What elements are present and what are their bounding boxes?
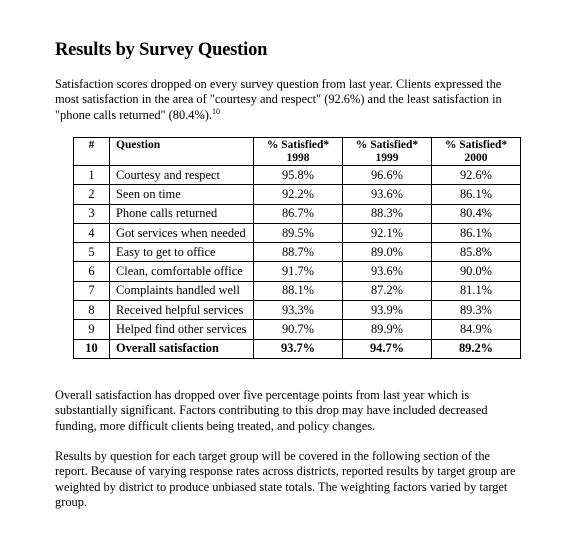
- header-1999-label: % Satisfied*: [355, 139, 419, 151]
- row-question: Seen on time: [110, 185, 254, 204]
- row-1999: 92.1%: [343, 223, 432, 242]
- intro-paragraph: [55, 77, 525, 123]
- row-1999: 89.9%: [343, 320, 432, 339]
- header-question: Question: [110, 138, 254, 166]
- row-2000: 89.3%: [432, 301, 521, 320]
- section-title: Results by Survey Question: [55, 40, 268, 60]
- table-row: [74, 166, 521, 185]
- row-1999: 87.2%: [343, 281, 432, 300]
- row-2000: 92.6%: [432, 166, 521, 185]
- row-2000: 85.8%: [432, 243, 521, 262]
- row-question: Overall satisfaction: [110, 339, 254, 358]
- row-1998: 93.3%: [254, 301, 343, 320]
- row-question: Easy to get to office: [110, 243, 254, 262]
- intro-text: Satisfaction scores dropped on every survey question from last year. Clients expressed the most satisfaction in the area of "courtesy and respect" (92.6%) and the least satisfaction in "phone calls returned" (80.4%).: [55, 77, 502, 122]
- row-num: 1: [74, 166, 110, 185]
- row-1998: 88.1%: [254, 281, 343, 300]
- row-question: Helped find other services: [110, 320, 254, 339]
- row-1998: 89.5%: [254, 223, 343, 242]
- table-row: [74, 281, 521, 300]
- row-2000: 90.0%: [432, 262, 521, 281]
- table-row: [74, 185, 521, 204]
- row-1999: 93.9%: [343, 301, 432, 320]
- row-2000: 86.1%: [432, 223, 521, 242]
- row-question: Received helpful services: [110, 301, 254, 320]
- header-2000-label: % Satisfied*: [444, 139, 508, 151]
- row-1998: 86.7%: [254, 204, 343, 223]
- row-2000: 86.1%: [432, 185, 521, 204]
- header-1998-year: 1998: [286, 151, 310, 164]
- row-1999: 88.3%: [343, 204, 432, 223]
- row-num: 2: [74, 185, 110, 204]
- row-1998: 91.7%: [254, 262, 343, 281]
- row-num: 5: [74, 243, 110, 262]
- table-row: [74, 243, 521, 262]
- header-1999: [343, 138, 432, 166]
- row-1998: 88.7%: [254, 243, 343, 262]
- table-row-total: [74, 339, 521, 358]
- row-1998: 95.8%: [254, 166, 343, 185]
- row-2000: 80.4%: [432, 204, 521, 223]
- table-row: [74, 223, 521, 242]
- header-1998: [254, 138, 343, 166]
- row-1999: 96.6%: [343, 166, 432, 185]
- header-1998-label: % Satisfied*: [266, 139, 330, 151]
- row-question: Complaints handled well: [110, 281, 254, 300]
- header-2000-year: 2000: [464, 151, 488, 164]
- row-1999: 93.6%: [343, 185, 432, 204]
- table-row: [74, 320, 521, 339]
- row-num: 3: [74, 204, 110, 223]
- row-question: Got services when needed: [110, 223, 254, 242]
- row-1999: 93.6%: [343, 262, 432, 281]
- row-1998: 90.7%: [254, 320, 343, 339]
- row-question: Clean, comfortable office: [110, 262, 254, 281]
- table-row: [74, 262, 521, 281]
- results-table: [73, 137, 521, 359]
- row-num: 6: [74, 262, 110, 281]
- row-num: 8: [74, 301, 110, 320]
- table-header-row: [74, 138, 521, 166]
- header-2000: [432, 138, 521, 166]
- row-2000: 81.1%: [432, 281, 521, 300]
- footnote-marker: 10: [212, 106, 221, 116]
- row-1998: 93.7%: [254, 339, 343, 358]
- row-num: 7: [74, 281, 110, 300]
- row-2000: 89.2%: [432, 339, 521, 358]
- row-1999: 94.7%: [343, 339, 432, 358]
- row-num: 10: [74, 339, 110, 358]
- table-row: [74, 204, 521, 223]
- row-1999: 89.0%: [343, 243, 432, 262]
- target-group-paragraph: Results by question for each target group will be covered in the following section of the report. Because of varying response rates across districts, reported results by target group are weighted by district to produce unbiased state totals. The weighting factors varied by target group.: [55, 449, 516, 510]
- row-num: 9: [74, 320, 110, 339]
- table-row: [74, 301, 521, 320]
- row-question: Phone calls returned: [110, 204, 254, 223]
- row-num: 4: [74, 223, 110, 242]
- overall-drop-paragraph: Overall satisfaction has dropped over five percentage points from last year which is substantially significant. Factors contributing to this drop may have included decreased funding, more difficult clients being treated, and policy changes.: [55, 388, 488, 433]
- header-1999-year: 1999: [375, 151, 399, 164]
- row-2000: 84.9%: [432, 320, 521, 339]
- row-1998: 92.2%: [254, 185, 343, 204]
- header-num: #: [74, 138, 110, 166]
- row-question: Courtesy and respect: [110, 166, 254, 185]
